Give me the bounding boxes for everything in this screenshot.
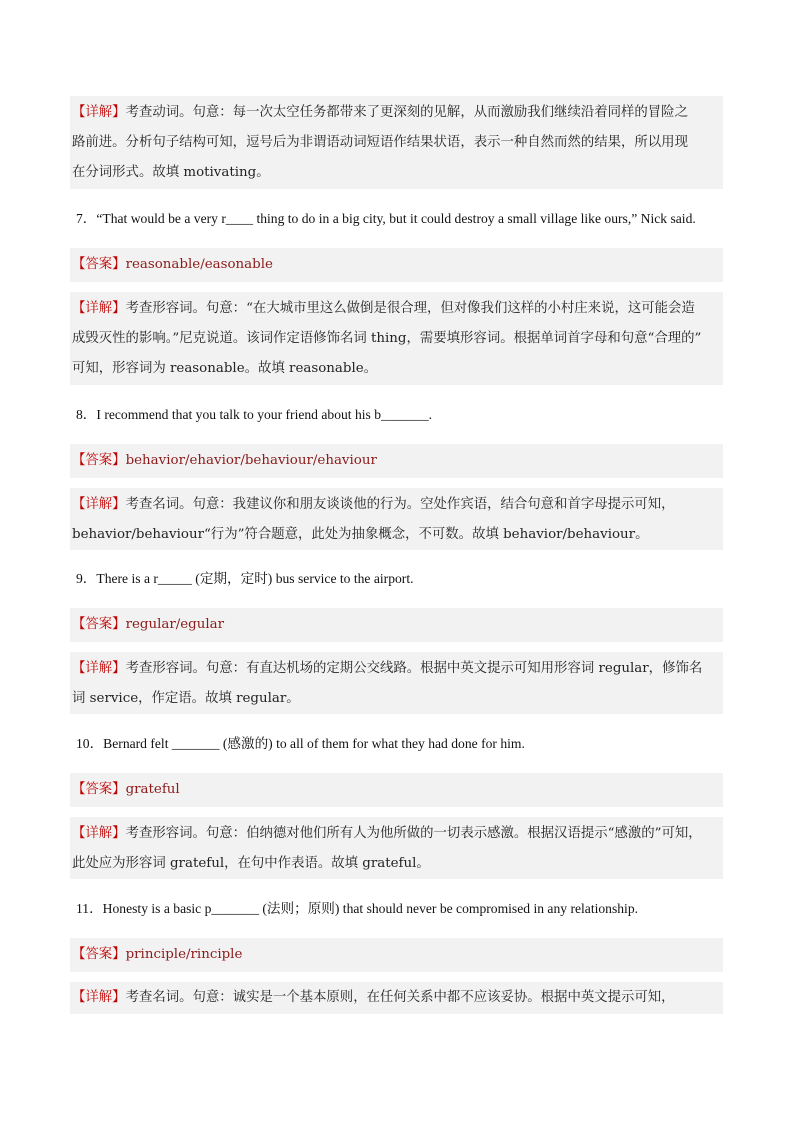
- detail-label: 【详解】: [72, 990, 126, 1005]
- q10-question: 10．Bernard felt _______ (感激的) to all of them for what they had done for him.: [76, 736, 525, 751]
- q9-answer-line: [72, 616, 224, 634]
- q8-question: 8．I recommend that you talk to your friend about his b_______.: [76, 407, 433, 422]
- q11-answer: principle/rinciple: [125, 947, 243, 962]
- q8-answer: behavior/ehavior/behaviour/ehaviour: [125, 453, 377, 468]
- q6-detail-block: [70, 96, 723, 189]
- q11-detail-block: [70, 982, 723, 1014]
- q10-detail-line: 此处应为形容词 grateful，在句中作表语。故填 grateful。: [72, 856, 430, 871]
- q7-detail-line: 成毁灭性的影响。”尼克说道。该词作定语修饰名词 thing，需要填形容词。根据单词首字母和句意“合理的”: [72, 331, 702, 346]
- q10-answer-line: [72, 781, 180, 799]
- q8-detail-block: [70, 488, 723, 550]
- q10-answer-block: [70, 773, 723, 807]
- q9-detail-block: [70, 652, 723, 714]
- q9-answer: regular/egular: [125, 617, 225, 632]
- q9-answer-block: [70, 608, 723, 642]
- answer-label: 【答案】: [72, 453, 126, 468]
- detail-label: 【详解】: [72, 301, 126, 316]
- detail-label: 【详解】: [72, 826, 126, 841]
- q8-detail-line: 【详解】考查名词。句意：我建议你和朋友谈谈他的行为。空处作宾语，结合句意和首字母提示可知，: [72, 497, 675, 512]
- q7-detail-line: 【详解】考查形容词。句意：“在大城市里这么做倒是很合理，但对像我们这样的小村庄来说，这可能会造: [72, 301, 695, 316]
- q10-detail-line: 【详解】考查形容词。句意：伯纳德对他们所有人为他所做的一切表示感激。根据汉语提示“感激的”可知，: [72, 826, 702, 841]
- q7-answer-line: [72, 256, 273, 274]
- detail-label: 【详解】: [72, 661, 126, 676]
- q8-answer-line: [72, 452, 377, 470]
- detail-label: 【详解】: [72, 105, 126, 120]
- answer-label: 【答案】: [72, 617, 126, 632]
- q6-detail-line: 路前进。分析句子结构可知，逗号后为非谓语动词短语作结果状语，表示一种自然而然的结果，所以用现: [72, 135, 688, 150]
- q8-detail-line: behavior/behaviour“行为”符合题意，此处为抽象概念，不可数。故填 behavior/behaviour。: [72, 527, 649, 542]
- answer-label: 【答案】: [72, 257, 126, 272]
- q11-detail-line: 【详解】考查名词。句意：诚实是一个基本原则，在任何关系中都不应该妥协。根据中英文提示可知，: [72, 990, 675, 1005]
- q8-answer-block: [70, 444, 723, 478]
- q11-answer-line: [72, 946, 242, 964]
- q7-answer: reasonable/easonable: [125, 257, 273, 272]
- q6-detail-line: 【详解】考查动词。句意：每一次太空任务都带来了更深刻的见解，从而激励我们继续沿着同样的冒险之: [72, 105, 688, 120]
- q11-question: 11．Honesty is a basic p_______ (法则；原则) that should never be compromised in any relationship.: [76, 901, 639, 916]
- q6-detail-line: 在分词形式。故填 motivating。: [72, 165, 270, 180]
- q9-detail-line: 词 service，作定语。故填 regular。: [72, 691, 300, 706]
- answer-label: 【答案】: [72, 947, 126, 962]
- q7-question: 7．“That would be a very r____ thing to do in a big city, but it could destroy a small village like ours,” Nick said.: [76, 211, 696, 226]
- q9-detail-line: 【详解】考查形容词。句意：有直达机场的定期公交线路。根据中英文提示可知用形容词 regular，修饰名: [72, 661, 703, 676]
- detail-label: 【详解】: [72, 497, 126, 512]
- q7-detail-block: [70, 292, 723, 385]
- q7-detail-line: 可知，形容词为 reasonable。故填 reasonable。: [72, 361, 378, 376]
- q9-question: 9．There is a r_____ (定期，定时) bus service to the airport.: [76, 571, 414, 586]
- q7-answer-block: [70, 248, 723, 282]
- answer-label: 【答案】: [72, 782, 126, 797]
- q11-answer-block: [70, 938, 723, 972]
- q10-detail-block: [70, 817, 723, 879]
- q10-answer: grateful: [125, 782, 180, 797]
